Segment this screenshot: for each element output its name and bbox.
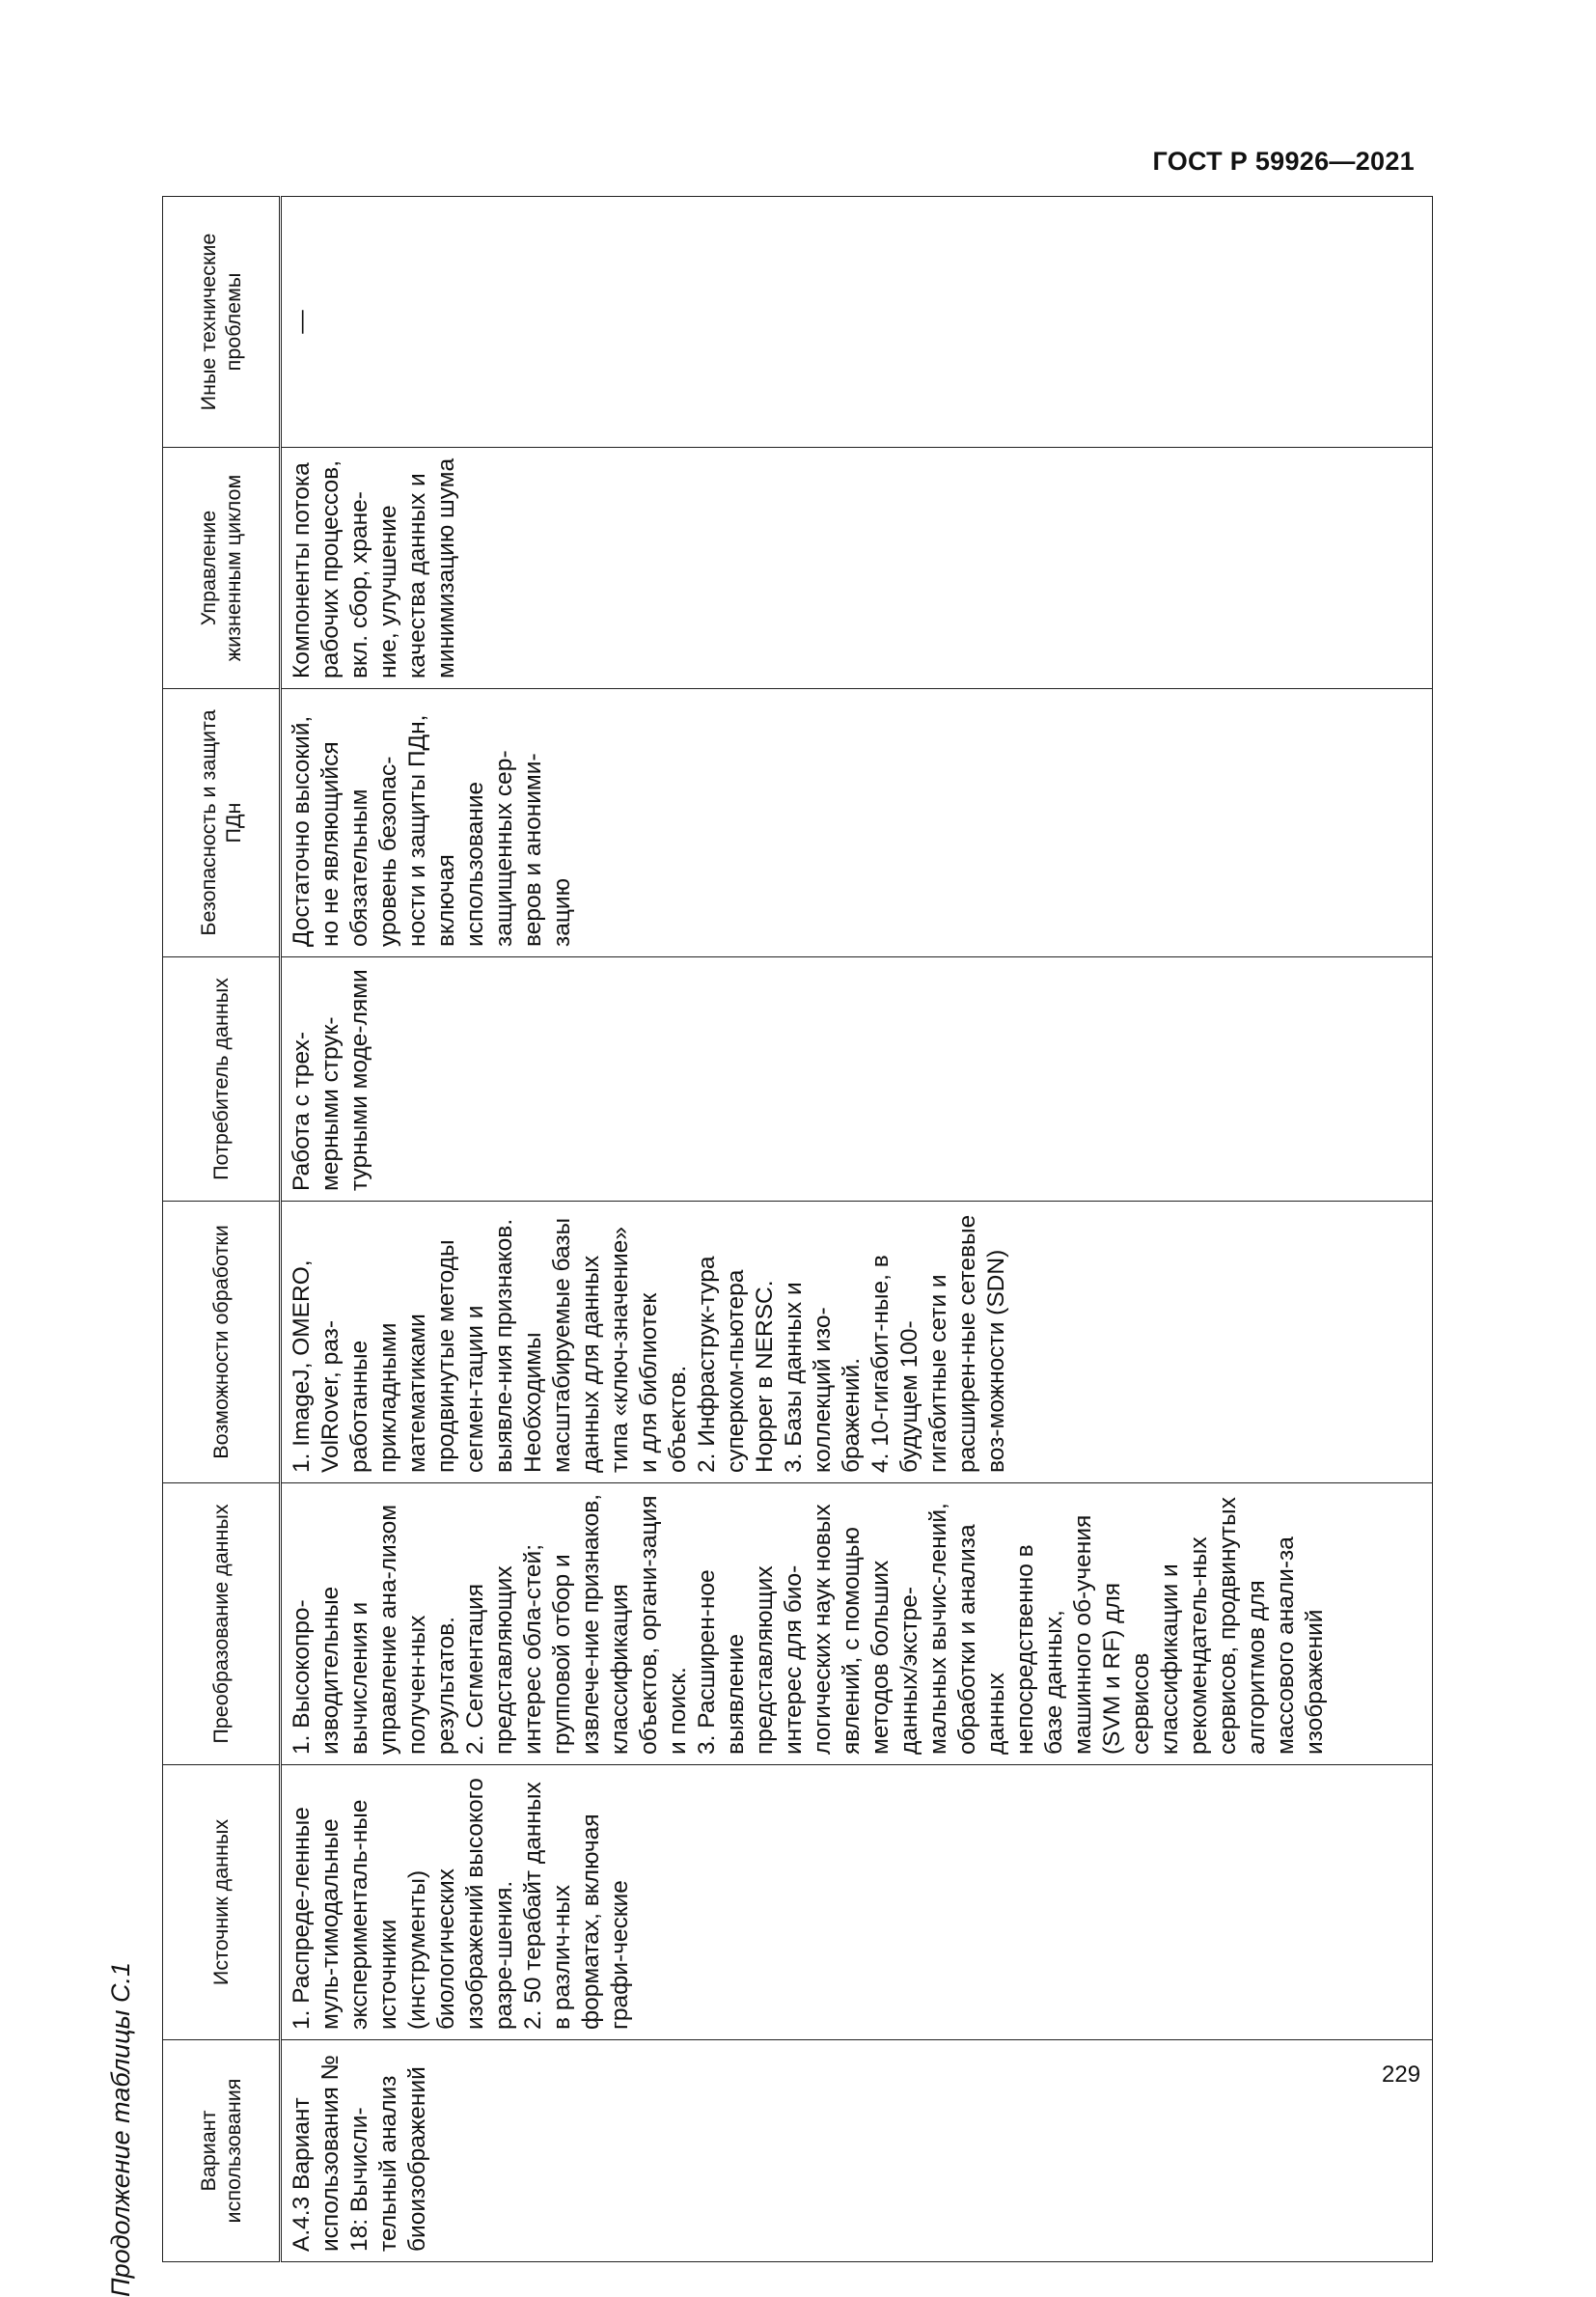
col-header-use-case: Вариант использования bbox=[163, 2040, 281, 2262]
table-caption: Продолжение таблицы С.1 bbox=[106, 1961, 135, 2297]
cell-security-privacy: Достаточно высокий, но не являющийся обязательным уровень безопас-ности и защиты ПДн, включая использование защищенных сер-веров и аноними-зацию bbox=[281, 689, 1433, 957]
col-header-data-source: Источник данных bbox=[163, 1765, 281, 2040]
cell-other-issues: — bbox=[281, 197, 1433, 448]
table-row bbox=[281, 197, 1433, 2262]
cell-data-transformation: 1. Высокопро-изводительные вычисления и управление ана-лизом получен-ных результатов. 2. Сегментация представляющих интерес обла-стей; групповой отбор и извлече-ние признаков, классификация объектов, органи-зация и поиск. 3. Расширен-ное выявление представляющих интерес для био-логических наук новых явлений, с помощью методов больших данных/экстре-мальных вычис-лений, обработки и анализа данных непосредственно в базе данных, машинного об-учения (SVM и RF) для сервисов классификации и рекомендатель-ных сервисов, продвинутых алгоритмов для массового анали-за изображений bbox=[281, 1483, 1433, 1765]
col-header-security-privacy: Безопасность и защита ПДн bbox=[163, 689, 281, 957]
requirements-table bbox=[162, 196, 1433, 2262]
cell-data-source: 1. Распреде-ленные муль-тимодальные эксперименталь-ные источники (инструменты) биологических изображений высокого разре-шения. 2. 50 терабайт данных в различ-ных форматах, включая графи-ческие bbox=[281, 1765, 1433, 2040]
rotated-table-area bbox=[106, 154, 1399, 2297]
table-header-row bbox=[163, 197, 281, 2262]
cell-lifecycle-management: Компоненты потока рабочих процессов, вкл. сбор, хране-ние, улучшение качества данных и минимизацию шума bbox=[281, 448, 1433, 689]
col-header-data-consumer: Потребитель данных bbox=[163, 957, 281, 1202]
col-header-other-issues: Иные технические проблемы bbox=[163, 197, 281, 448]
col-header-lifecycle-management: Управление жизненным циклом bbox=[163, 448, 281, 689]
col-header-data-transformation: Преобразование данных bbox=[163, 1483, 281, 1765]
cell-data-consumer: Работа с трех-мерными струк-турными моде-лями bbox=[281, 957, 1433, 1202]
standard-code: ГОСТ Р 59926—2021 bbox=[1152, 147, 1415, 176]
col-header-processing-capabilities: Возможности обработки bbox=[163, 1202, 281, 1483]
cell-processing-capabilities: 1. ImageJ, OMERO, VolRover, раз-работанные прикладными математиками продвинутые методы сегмен-тации и выявле-ния признаков. Необходимы масштабируемые базы данных для данных типа «ключ-значение» и для библиотек объектов. 2. Инфраструк-тура суперком-пьютера Hopper в NERSC. 3. Базы данных и коллекций изо-бражений. 4. 10-гигабит-ные, в будущем 100-гигабитные сети и расширен-ные сетевые воз-можности (SDN) bbox=[281, 1202, 1433, 1483]
page-number: 229 bbox=[1382, 2062, 1421, 2088]
cell-use-case: А.4.3 Вариант использования № 18: Вычисли-тельный анализ биоизображений bbox=[281, 2040, 1433, 2262]
